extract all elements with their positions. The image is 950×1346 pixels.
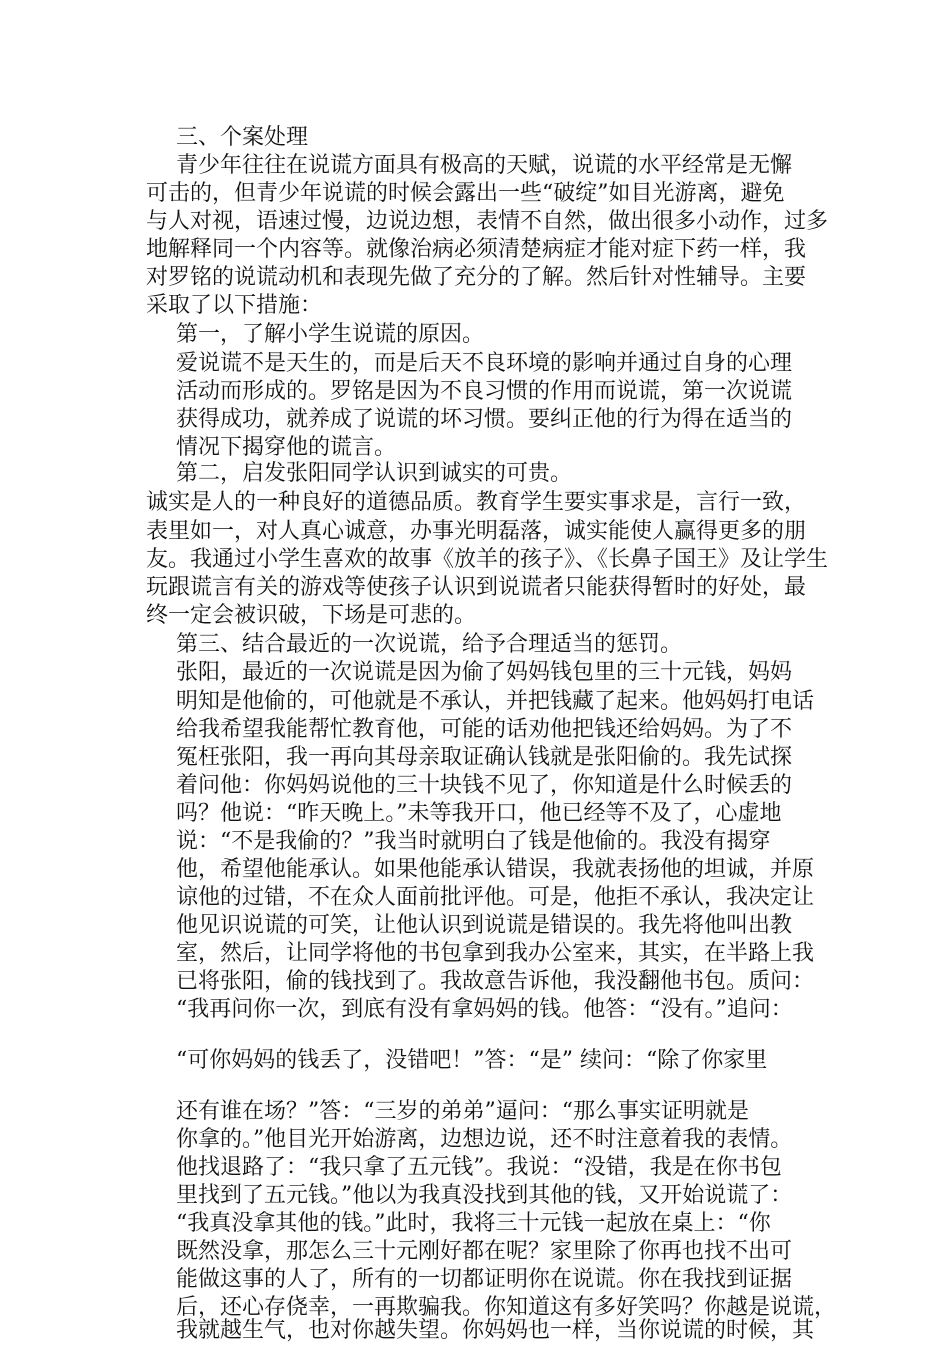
text-line: 他见识说谎的可笑，让他认识到说谎是错误的。我先将他叫出教 [176, 913, 793, 938]
text-line: 后，还心存侥幸，一再欺骗我。你知道这有多好笑吗？你越是说谎， [176, 1295, 837, 1320]
text-line: “我再问你一次，到底有没有拿妈妈的钱。他答：“没有。”追问： [176, 997, 793, 1022]
text-line: “我真没拿其他的钱。”此时，我将三十元钱一起放在桌上：“你 [176, 1211, 771, 1236]
text-line: 活动而形成的。罗铭是因为不良习惯的作用而说谎，第一次说谎 [176, 379, 793, 404]
text-line: 采取了以下措施： [146, 293, 323, 318]
text-line: 情况下揭穿他的谎言。 [176, 435, 397, 460]
text-line: 爱说谎不是天生的，而是后天不良环境的影响并通过自身的心理 [176, 351, 793, 376]
text-line: 与人对视，语速过慢，边说边想，表情不自然，做出很多小动作，过多 [146, 209, 829, 234]
text-line: 室，然后，让同学将他的书包拿到我办公室来，其实，在半路上我 [176, 941, 815, 966]
text-line: 能做这事的人了，所有的一切都证明你在说谎。你在我找到证据 [176, 1267, 793, 1292]
text-line: 青少年往往在说谎方面具有极高的天赋，说谎的水平经常是无懈 [176, 153, 793, 178]
text-line: 对罗铭的说谎动机和表现先做了充分的了解。然后针对性辅导。主要 [146, 265, 807, 290]
text-line: 说：“不是我偷的？”我当时就明白了钱是他偷的。我没有揭穿 [176, 829, 771, 854]
measure-heading: 第一，了解小学生说谎的原因。 [176, 322, 485, 347]
text-line: 吗？他说：“昨天晚上。”未等我开口，他已经等不及了，心虚地 [176, 801, 782, 826]
text-line: 我就越生气，也对你越失望。你妈妈也一样，当你说谎的时候，其 [176, 1318, 815, 1343]
text-line: 谅他的过错，不在众人面前批评他。可是，他拒不承认，我决定让 [176, 885, 815, 910]
text-line: 着问他：你妈妈说他的三十块钱不见了，你知道是什么时候丢的 [176, 773, 793, 798]
measure-heading: 第二，启发张阳同学认识到诚实的可贵。 [176, 461, 573, 486]
text-line: 玩跟谎言有关的游戏等使孩子认识到说谎者只能获得暂时的好处，最 [146, 575, 807, 600]
text-line: 他找退路了：“我只拿了五元钱”。我说：“没错，我是在你书包 [176, 1155, 782, 1180]
text-line: 表里如一，对人真心诚意，办事光明磊落，诚实能使人赢得更多的朋 [146, 519, 807, 544]
text-line: 给我希望我能帮忙教育他，可能的话劝他把钱还给妈妈。为了不 [176, 717, 793, 742]
text-line: 冤枉张阳，我一再向其母亲取证确认钱就是张阳偷的。我先试探 [176, 745, 793, 770]
text-line: 诚实是人的一种良好的道德品质。教育学生要实事求是，言行一致， [146, 490, 807, 515]
text-line: 张阳，最近的一次说谎是因为偷了妈妈钱包里的三十元钱，妈妈 [176, 660, 793, 685]
text-line: 终一定会被识破，下场是可悲的。 [146, 603, 477, 628]
text-line: 明知是他偷的，可他就是不承认，并把钱藏了起来。他妈妈打电话 [176, 689, 815, 714]
text-line: 还有谁在场？”答：“三岁的弟弟”逼问：“那么事实证明就是 [176, 1099, 749, 1124]
text-line: 获得成功，就养成了说谎的坏习惯。要纠正他的行为得在适当的 [176, 407, 793, 432]
text-line: “可你妈妈的钱丢了，没错吧！”答：“是” 续问：“除了你家里 [176, 1048, 768, 1073]
text-line: 友。我通过小学生喜欢的故事《放羊的孩子》、《长鼻子国王》及让学生 [146, 547, 829, 572]
text-line: 他，希望他能承认。如果他能承认错误，我就表扬他的坦诚，并原 [176, 857, 815, 882]
text-line: 既然没拿，那怎么三十元刚好都在呢？家里除了你再也找不出可 [176, 1239, 793, 1264]
measure-heading: 第三、结合最近的一次说谎，给予合理适当的惩罚。 [176, 632, 683, 657]
text-line: 可击的，但青少年说谎的时候会露出一些“破绽”如目光游离，避免 [146, 181, 785, 206]
text-line: 已将张阳，偷的钱找到了。我故意告诉他，我没翻他书包。质问： [176, 969, 815, 994]
text-line: 你拿的。”他目光开始游离，边想边说，还不时注意着我的表情。 [176, 1127, 793, 1152]
section-heading: 三、个案处理 [176, 125, 309, 150]
text-line: 里找到了五元钱。”他以为我真没找到其他的钱，又开始说谎了： [176, 1183, 793, 1208]
text-line: 地解释同一个内容等。就像治病必须清楚病症才能对症下药一样，我 [146, 237, 807, 262]
